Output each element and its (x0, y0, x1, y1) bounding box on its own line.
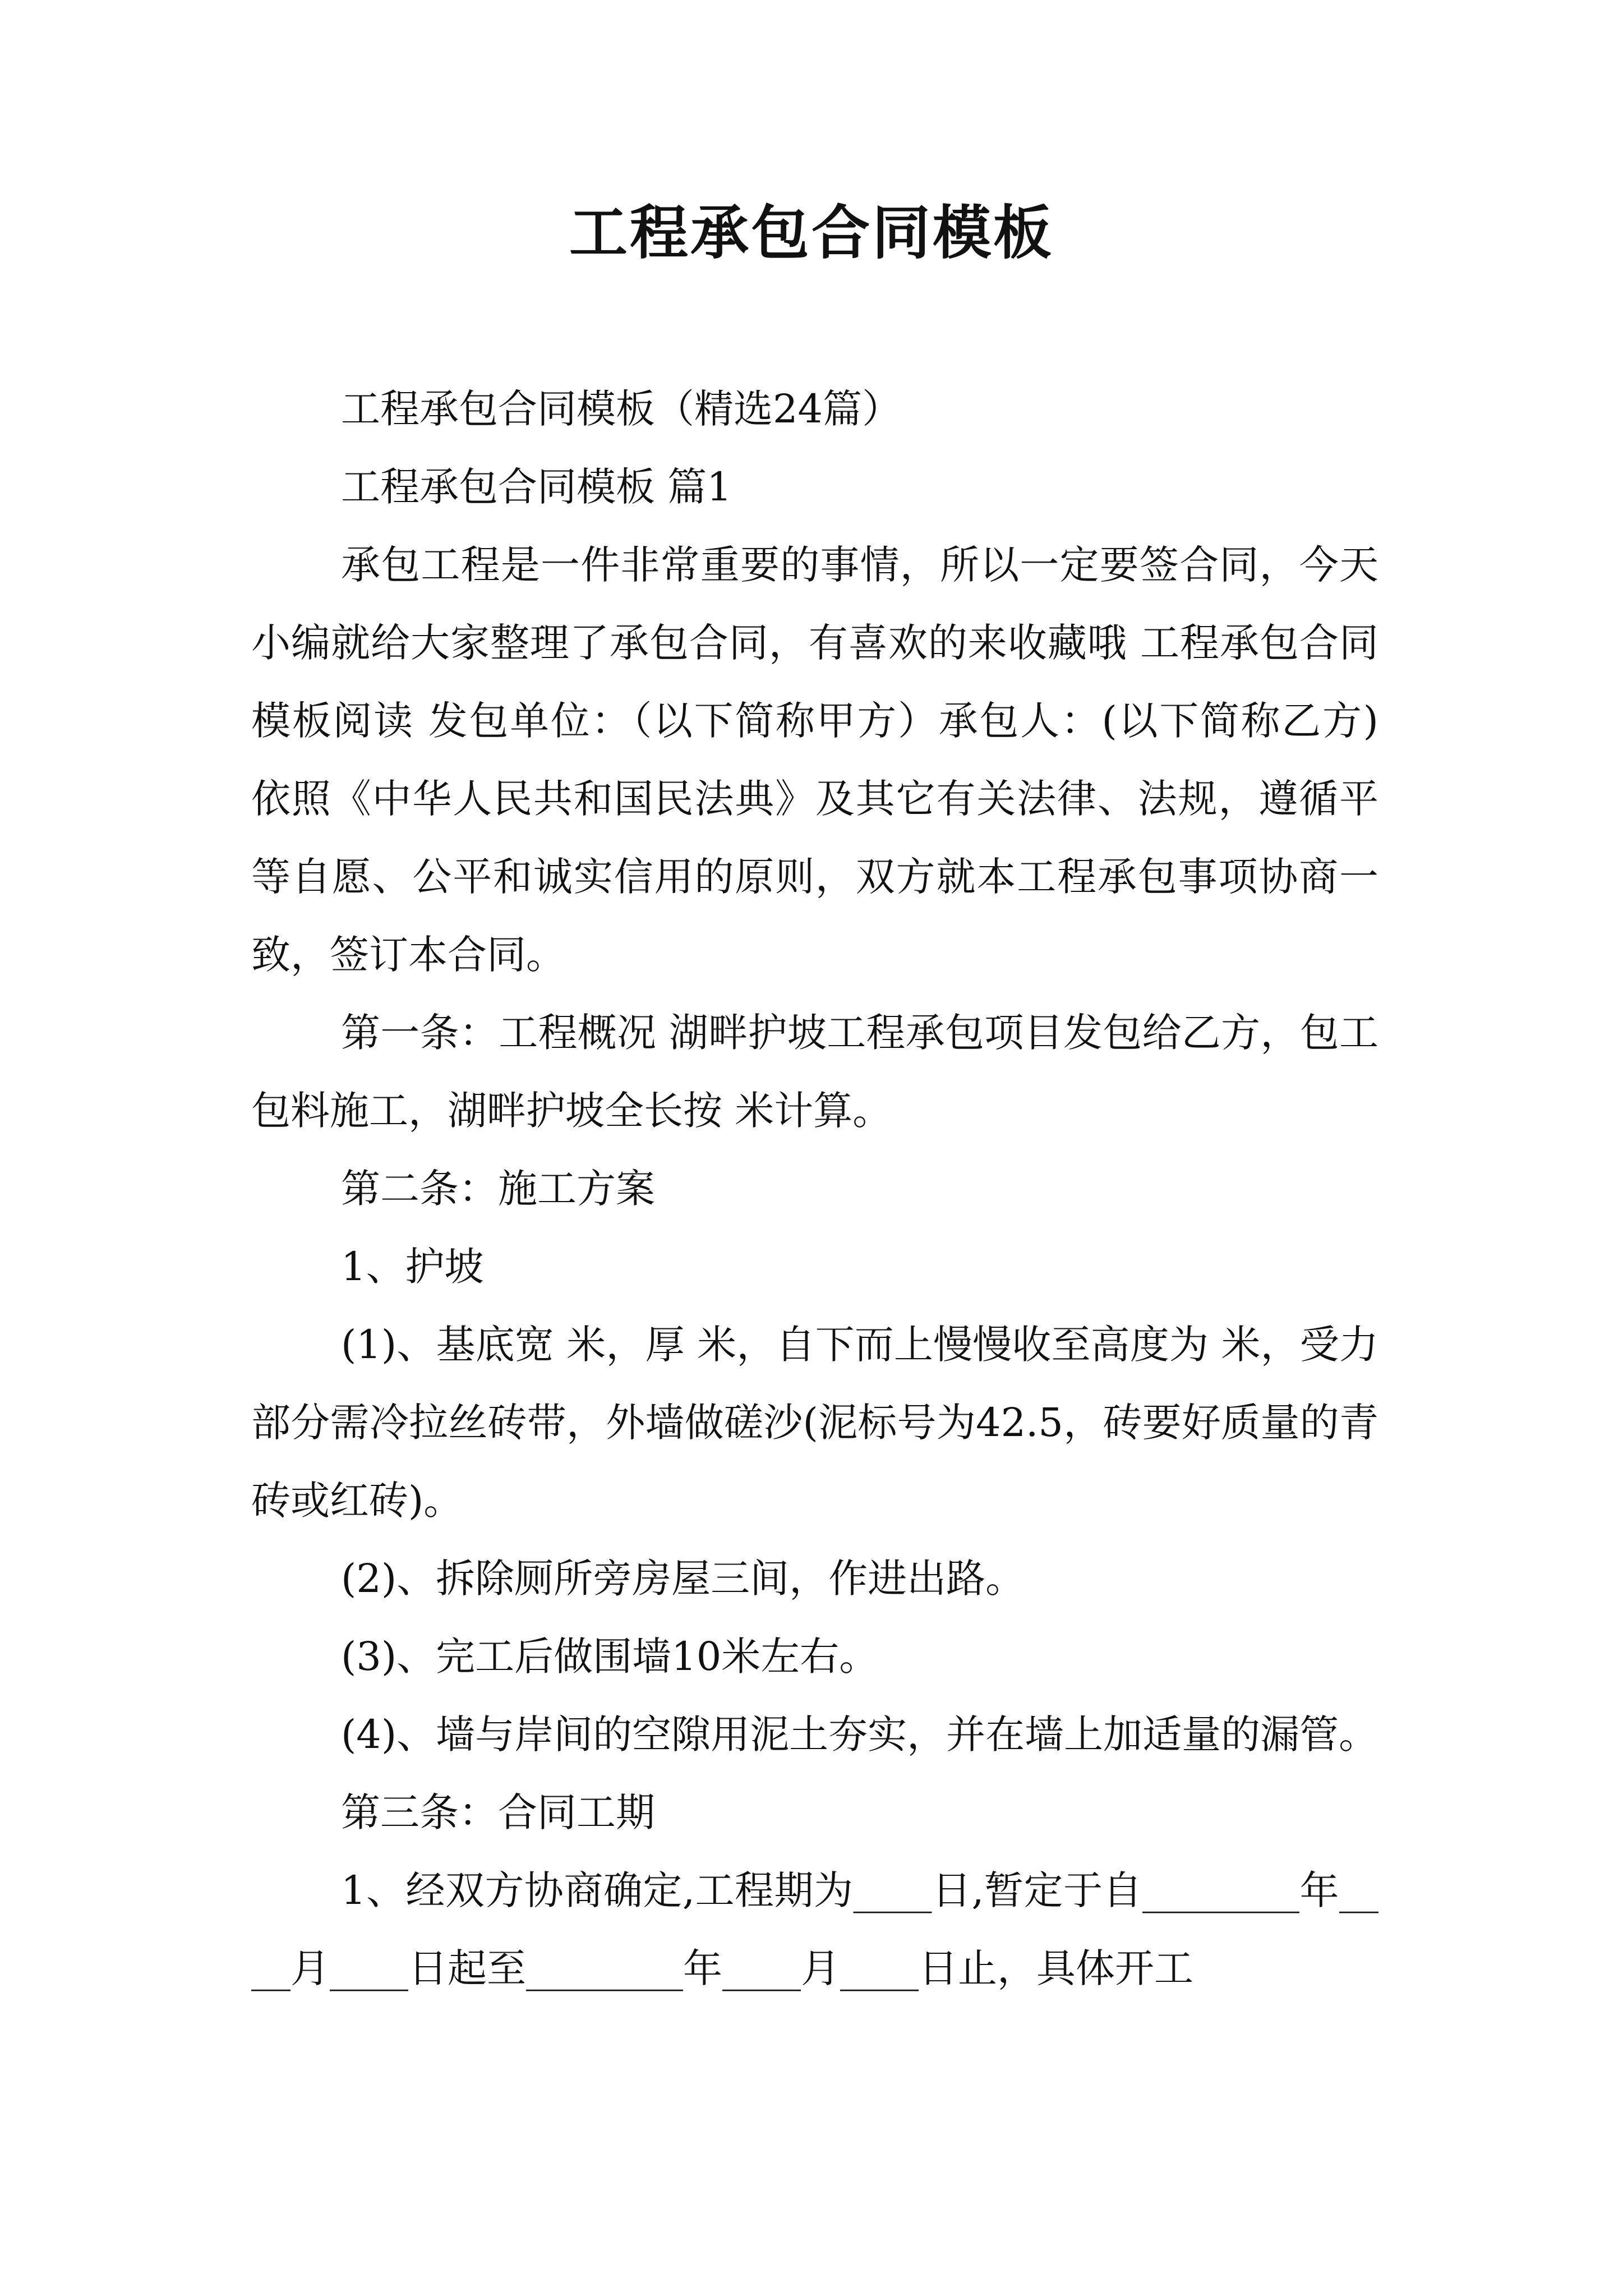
paragraph-item-1: 1、护坡 (341, 1244, 484, 1290)
paragraph-subitem-1: (1)、基底宽 米，厚 米，自下而上慢慢收至高度为 米，受力部分需冷拉丝砖带，外墙做磋沙(泥标号为42.5，砖要好质量的青砖或红砖)。 (251, 1322, 1378, 1524)
paragraph-subitem-3: (3)、完工后做围墙10米左右。 (341, 1634, 879, 1680)
paragraph-intro: 承包工程是一件非常重要的事情，所以一定要签合同，今天小编就给大家整理了承包合同，有喜欢的来收藏哦 工程承包合同模板阅读 发包单位：（以下简称甲方）承包人：(以下简称乙方) 依照《中华人民共和国民法典》及其它有关法律、法规，遵循平等自愿、公平和诚实信用的原则，双方就本工程承包事项协商一致，签订本合同。 (251, 542, 1378, 978)
paragraph-article-3-heading: 第三条：合同工期 (341, 1789, 655, 1835)
document-body (251, 370, 1378, 2008)
document-title: 工程承包合同模板 (569, 198, 1054, 267)
paragraph-subitem-4: (4)、墙与岸间的空隙用泥土夯实，并在墙上加适量的漏管。 (341, 1711, 1378, 1757)
paragraph-subitem-2: (2)、拆除厕所旁房屋三间，作进出路。 (341, 1556, 1025, 1602)
paragraph-section-heading: 工程承包合同模板 篇1 (341, 464, 732, 510)
paragraph-article-3-item-1: 1、经双方协商确定,工程期为____日,暂定于自________年____月____日起至________年____月____日止，具体开工 (251, 1867, 1378, 1991)
paragraph-article-1: 第一条：工程概况 湖畔护坡工程承包项目发包给乙方，包工包料施工，湖畔护坡全长按 米计算。 (251, 1010, 1378, 1134)
paragraph-subtitle: 工程承包合同模板（精选24篇） (341, 386, 902, 432)
paragraph-article-2-heading: 第二条：施工方案 (341, 1166, 655, 1212)
